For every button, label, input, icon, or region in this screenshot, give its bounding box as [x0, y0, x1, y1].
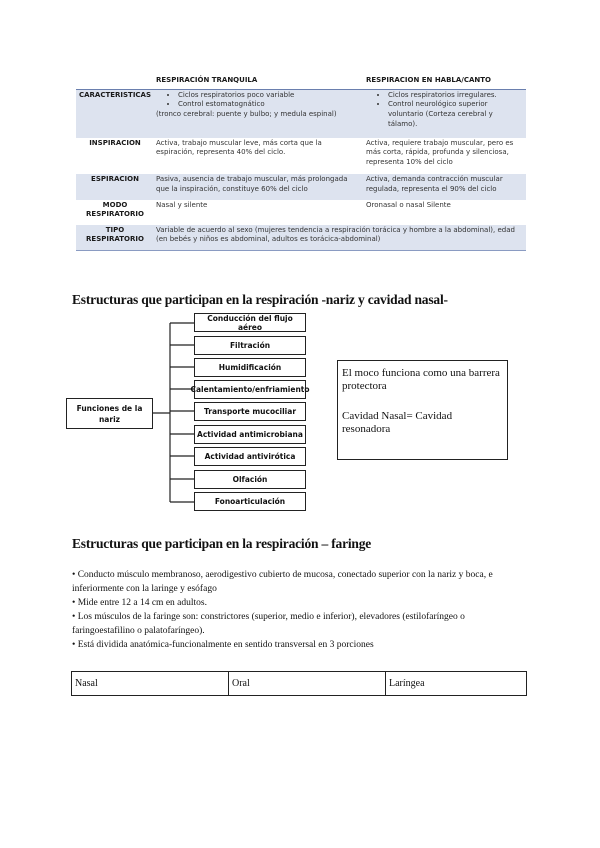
bullet-item: • Los músculos de la faringe son: constrictores (superior, medio e inferior), elevadores (estilofaríngeo o faringoestafilino o palatofaríngeo).	[72, 612, 465, 636]
table-row	[72, 672, 527, 696]
function-box: Humidificación	[194, 358, 306, 377]
function-box: Calentamiento/enfriamiento	[194, 380, 306, 399]
table-cell: Nasal y silente	[156, 200, 208, 209]
bullet-item: • Mide entre 12 a 14 cm en adultos.	[72, 598, 207, 608]
function-box: Fonoarticulación	[194, 492, 306, 511]
nariz-section-title: Estructuras que participan en la respiración -nariz y cavidad nasal-	[72, 292, 448, 307]
row-label: TIPO RESPIRATORIO	[76, 225, 154, 251]
nariz-note-box	[337, 360, 508, 460]
faringe-bullets	[72, 568, 528, 652]
row-label: INSPIRACION	[89, 138, 141, 147]
function-box: Transporte mucociliar	[194, 402, 306, 421]
function-box: Filtración	[194, 336, 306, 355]
table-cell: Oronasal o nasal Silente	[366, 200, 451, 209]
portion-laringea: Laríngea	[386, 672, 527, 696]
table-cell: Variable de acuerdo al sexo (mujeres tendencia a respiración torácica y hombre a la abdominal), edad (en bebés y niños es abdominal, adultos es torácica-abdominal)	[154, 225, 526, 251]
header-habla: RESPIRACION EN HABLA/CANTO	[364, 75, 526, 89]
row-label: CARACTERISTICAS	[76, 89, 154, 138]
table-cell: Activa, requiere trabajo muscular, pero es más corta, rápida, profunda y silenciosa, representa 10% del ciclo	[366, 138, 514, 167]
table-cell: Activa, trabajo muscular leve, más corta que la espiración, representa 40% del ciclo.	[156, 138, 322, 157]
function-box: Conducción del flujo aéreo	[194, 313, 306, 332]
function-box: Actividad antivirótica	[194, 447, 306, 466]
list-item: • Ciclos respiratorios poco variable	[178, 91, 362, 101]
list-item: • Control estomatognático	[178, 100, 362, 110]
cell-text: (tronco cerebral: puente y bulbo; y medula espinal)	[156, 110, 337, 119]
portion-nasal: Nasal	[72, 672, 229, 696]
function-box: Olfación	[194, 470, 306, 489]
note-cavity-text: Cavidad Nasal= Cavidad resonadora	[342, 410, 453, 435]
bullet-item: • Conducto músculo membranoso, aerodigestivo cubierto de mucosa, conectado superior con la nariz y boca, e inferiormente con la laringe y esófago	[72, 570, 493, 594]
faringe-portions-table	[71, 671, 527, 696]
portion-oral: Oral	[229, 672, 386, 696]
list-item: • Ciclos respiratorios irregulares.	[388, 91, 524, 101]
funciones-nariz-box: Funciones de la nariz	[66, 398, 153, 429]
header-tranquila: RESPIRACIÓN TRANQUILA	[154, 75, 364, 89]
list-item: • Control neurológico superior voluntario (Corteza cerebral y tálamo).	[388, 100, 524, 129]
table-cell: Pasiva, ausencia de trabajo muscular, más prolongada que la inspiración, constituye 60% del ciclo	[154, 174, 364, 199]
row-label: ESPIRACION	[76, 174, 154, 199]
faringe-section-title: Estructuras que participan en la respiración – faringe	[72, 536, 372, 551]
function-box: Actividad antimicrobiana	[194, 425, 306, 444]
bullet-item: • Está dividida anatómica-funcionalmente en sentido transversal en 3 porciones	[72, 640, 374, 650]
table-cell: Activa, demanda contracción muscular regulada, representa el 90% del ciclo	[364, 174, 526, 199]
row-label: MODO RESPIRATORIO	[86, 200, 144, 219]
note-mucus-text: El moco funciona como una barrera protectora	[342, 367, 500, 392]
